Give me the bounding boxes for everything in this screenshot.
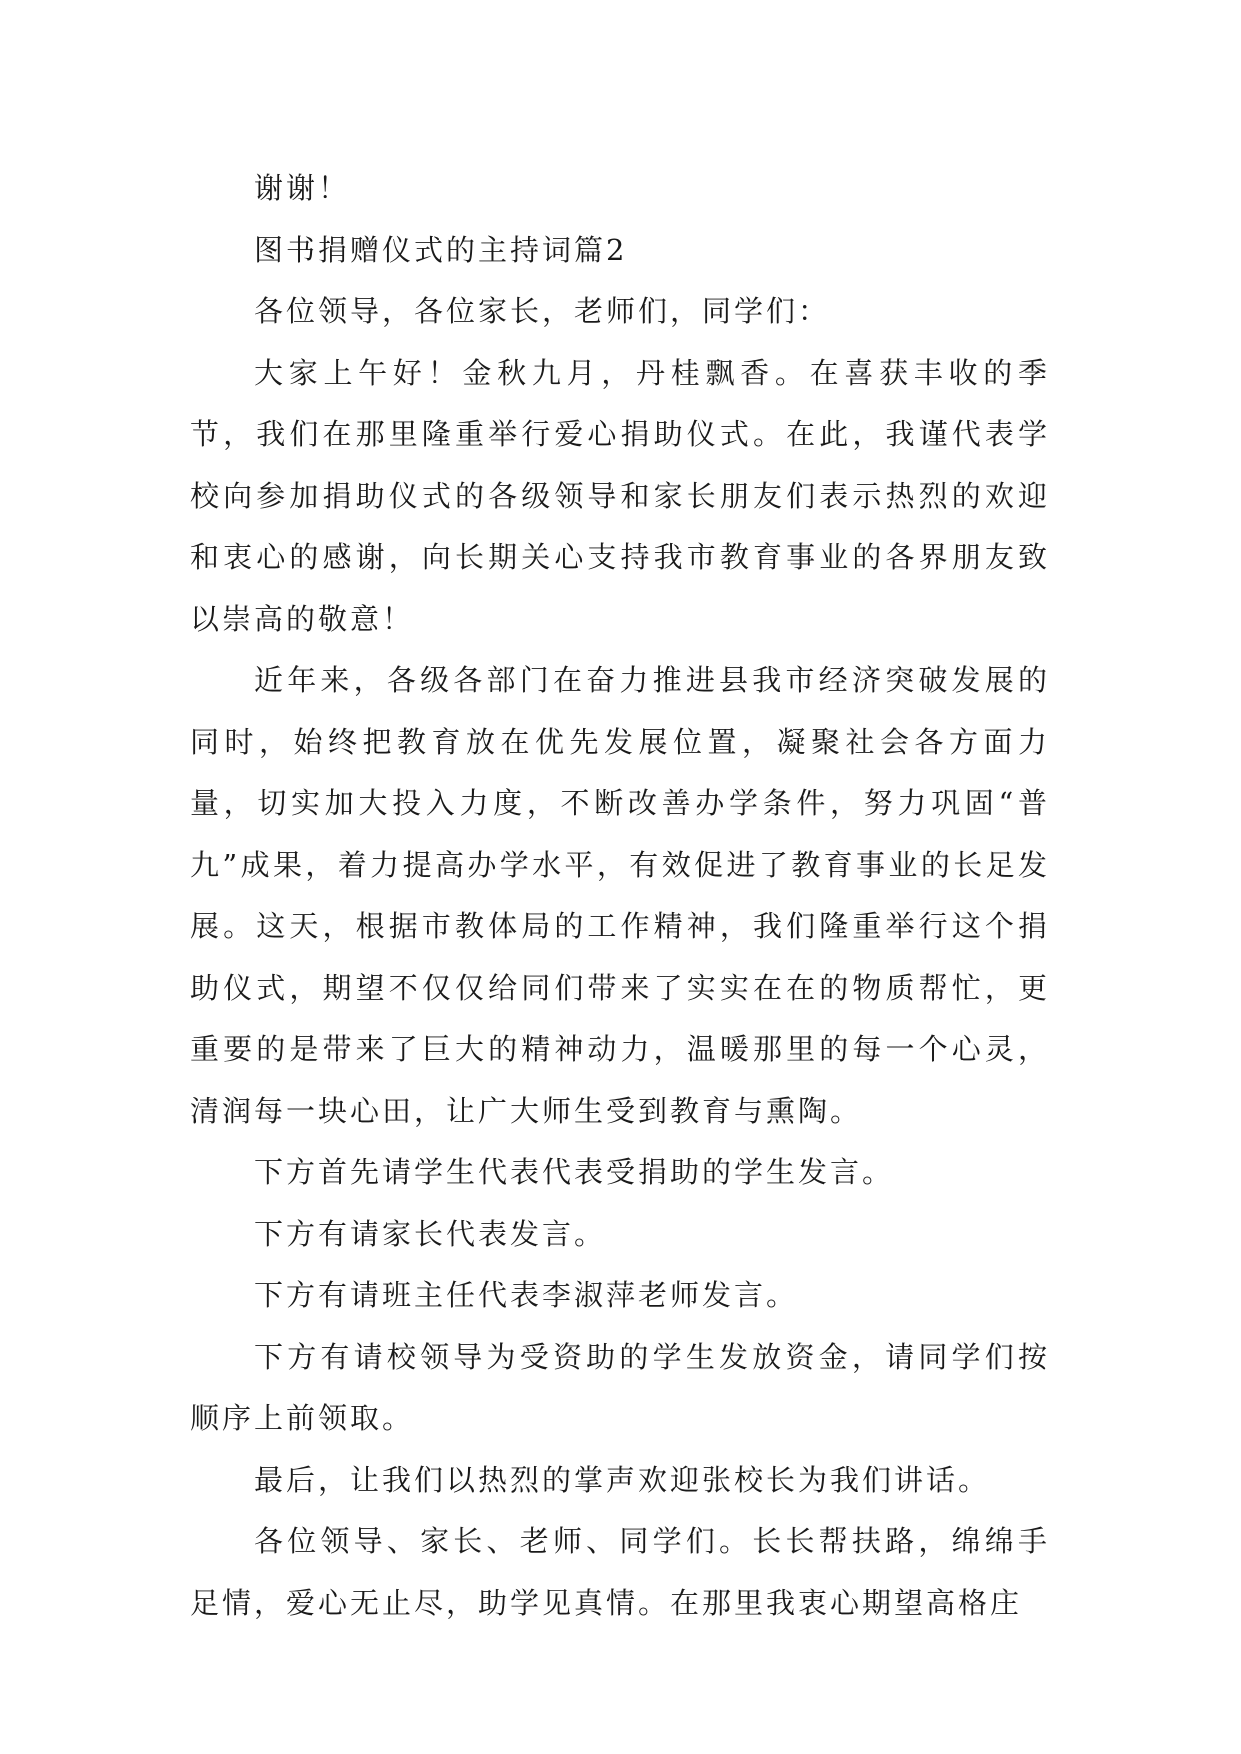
paragraph-parent-speech: 下方有请家长代表发言。 [254, 1216, 607, 1251]
paragraph-fund-distribution: 下方有请校领导为受资助的学生发放资金，请同学们按顺序上前领取。 [190, 1339, 1050, 1435]
paragraph-thanks: 谢谢！ [254, 171, 351, 205]
paragraph-closing: 各位领导、家长、老师、同学们。长长帮扶路，绵绵手足情，爱心无止尽，助学见真情。在那里我衷心期望高格庄 [190, 1524, 1050, 1620]
document-body [190, 158, 1050, 1634]
section-title: 图书捐赠仪式的主持词篇2 [254, 232, 628, 267]
paragraph-teacher-speech: 下方有请班主任代表李淑萍老师发言。 [254, 1278, 799, 1312]
paragraph-salutation: 各位领导，各位家长，老师们，同学们： [254, 294, 831, 328]
paragraph-greeting: 大家上午好！金秋九月，丹桂飘香。在喜获丰收的季节，我们在那里隆重举行爱心捐助仪式。在此，我谨代表学校向参加捐助仪式的各级领导和家长朋友们表示热烈的欢迎和衷心的感谢，向长期关心支持我市教育事业的各界朋友致以崇高的敬意！ [190, 355, 1050, 636]
paragraph-background: 近年来，各级各部门在奋力推进县我市经济突破发展的同时，始终把教育放在优先发展位置，凝聚社会各方面力量，切实加大投入力度，不断改善办学条件，努力巩固“普九”成果，着力提高办学水平，有效促进了教育事业的长足发展。这天，根据市教体局的工作精神，我们隆重举行这个捐助仪式，期望不仅仅给同们带来了实实在在的物质帮忙，更重要的是带来了巨大的精神动力，温暖那里的每一个心灵，清润每一块心田，让广大师生受到教育与熏陶。 [190, 663, 1050, 1128]
paragraph-student-speech: 下方首先请学生代表代表受捐助的学生发言。 [254, 1155, 895, 1189]
paragraph-principal-speech: 最后，让我们以热烈的掌声欢迎张校长为我们讲话。 [254, 1462, 991, 1497]
